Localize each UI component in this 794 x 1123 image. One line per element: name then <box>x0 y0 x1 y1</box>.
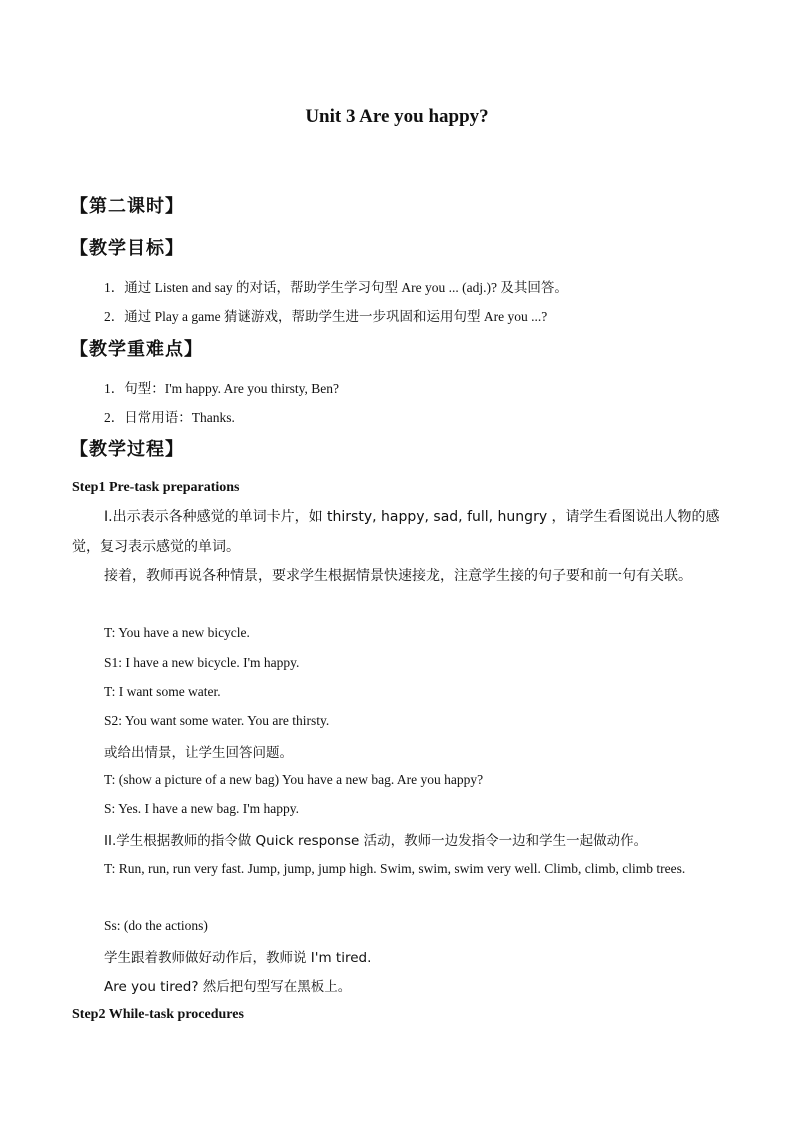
step1-title: Step1 Pre-task preparations <box>72 480 240 495</box>
instruction-line-1: 或给出情景，让学生回答问题。 <box>104 745 293 761</box>
actions-line: Ss: (do the actions) <box>104 918 208 933</box>
instruction-line-4: Are you tired? 然后把句型写在黑板上。 <box>104 979 352 995</box>
heading-lesson: 【第二课时】 <box>70 196 184 217</box>
instruction-line-2: II.学生根据教师的指令做 Quick response 活动，教师一边发指令一边和学生一起做动作。 <box>104 833 648 849</box>
dialogue-line-5: T: (show a picture of a new bag) You have a new bag. Are you happy? <box>104 772 484 787</box>
key-point-2: 2．日常用语：Thanks. <box>104 410 235 425</box>
key-point-1: 1．句型：I'm happy. Are you thirsty, Ben? <box>104 381 340 396</box>
step2-title: Step2 While-task procedures <box>72 1007 244 1022</box>
heading-key-points: 【教学重难点】 <box>70 339 203 360</box>
goal-item-2: 2．通过 Play a game 猜谜游戏，帮助学生进一步巩固和运用句型 Are you ...? <box>104 309 548 324</box>
dialogue-line-1: T: You have a new bicycle. <box>104 625 250 640</box>
dialogue-line-4: S2: You want some water. You are thirsty. <box>104 713 330 728</box>
dialogue-line-2: S1: I have a new bicycle. I'm happy. <box>104 655 300 670</box>
heading-process: 【教学过程】 <box>70 439 184 460</box>
goal-item-1: 1．通过 Listen and say 的对话，帮助学生学习句型 Are you ... (adj.)? 及其回答。 <box>104 280 568 295</box>
page-title: Unit 3 Are you happy? <box>305 106 489 127</box>
dialogue-line-3: T: I want some water. <box>104 684 221 699</box>
dialogue-line-6: S: Yes. I have a new bag. I'm happy. <box>104 801 300 816</box>
instruction-line-3: 学生跟着教师做好动作后，教师说 I'm tired. <box>104 950 372 966</box>
command-paragraph: T: Run, run, run very fast. Jump, jump, jump high. Swim, swim, swim very well. Climb, climb, climb trees. <box>104 861 686 876</box>
step1-paragraph-2: 接着，教师再说各种情景，要求学生根据情景快速接龙，注意学生接的句子要和前一句有关联。 <box>104 568 692 584</box>
heading-goals: 【教学目标】 <box>70 238 184 259</box>
step1-paragraph-1: I.出示表示各种感觉的单词卡片，如 thirsty, happy, sad, full, hungry ，请学生看图说出人物的感觉，复习表示感觉的单词。 <box>72 509 720 555</box>
